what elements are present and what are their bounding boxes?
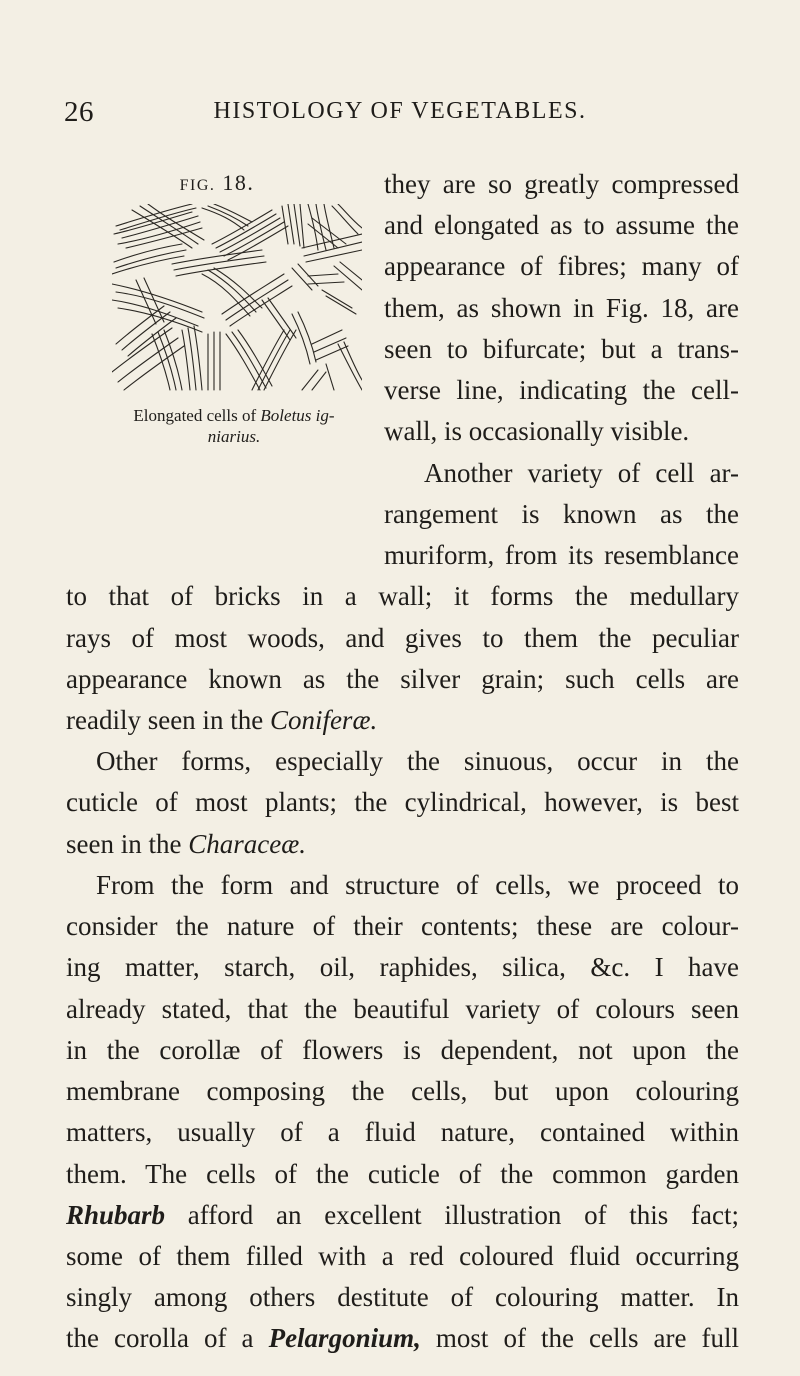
text-run: most of the cells are full — [420, 1323, 739, 1353]
taxon-name: Rhubarb — [66, 1200, 166, 1230]
text-line: From the form and structure of cells, we proceed to — [96, 870, 739, 900]
text-line: verse line, indicating the cell- — [384, 375, 739, 405]
text-line: membrane composing the cells, but upon colouring — [66, 1076, 739, 1106]
text-line: them. The cells of the cuticle of the common garden — [66, 1159, 739, 1189]
page-header — [0, 96, 800, 132]
text-line — [66, 1197, 739, 1233]
text-line: rangement is known as the — [384, 499, 739, 529]
text-line: appearance known as the silver grain; such cells are — [66, 664, 739, 694]
text-line — [66, 826, 739, 862]
caption-species-part2: niarius. — [207, 427, 261, 446]
text-line: wall, is occasionally visible. — [384, 416, 690, 446]
figure-label — [104, 170, 330, 196]
text-run: afford an excellent illustration of this fact; — [165, 1200, 739, 1230]
text-line: in the corollæ of flowers is dependent, not upon the — [66, 1035, 739, 1065]
figure-label-number: 18. — [222, 170, 255, 195]
text-line: to that of bricks in a wall; it forms the medullary — [66, 581, 739, 611]
text-line: seen to bifurcate; but a trans- — [384, 334, 739, 364]
text-line: them, as shown in Fig. 18, are — [384, 293, 739, 323]
page-number: 26 — [64, 96, 94, 128]
text-line: muriform, from its resemblance — [384, 540, 739, 570]
text-line: consider the nature of their contents; these are colour- — [66, 911, 739, 941]
taxon-name: Coniferæ. — [269, 705, 378, 735]
figure-caption — [88, 405, 380, 447]
text-line: Other forms, especially the sinuous, occur in the — [96, 746, 739, 776]
text-line: and elongated as to assume the — [384, 210, 739, 240]
text-line: rays of most woods, and gives to them the peculiar — [66, 623, 739, 653]
running-title: HISTOLOGY OF VEGETABLES. — [213, 98, 587, 124]
text-line: singly among others destitute of colouring matter. In — [66, 1282, 739, 1312]
text-line: ing matter, starch, oil, raphides, silica, &c. I have — [66, 952, 739, 982]
text-line: appearance of fibres; many of — [384, 251, 739, 281]
text-line: cuticle of most plants; the cylindrical, however, is best — [66, 787, 739, 817]
text-run: seen in the — [66, 829, 189, 859]
text-line: they are so greatly compressed — [384, 169, 739, 199]
caption-text: Elongated cells of — [133, 406, 261, 425]
caption-species-part1: Boletus ig- — [260, 406, 335, 425]
taxon-name: Pelargonium, — [268, 1323, 421, 1353]
text-line: matters, usually of a fluid nature, contained within — [66, 1117, 739, 1147]
figure-label-prefix: FIG. — [179, 177, 216, 194]
text-run: readily seen in the — [66, 705, 270, 735]
taxon-name: Characeæ. — [188, 829, 306, 859]
text-line: already stated, that the beautiful variety of colours seen — [66, 994, 739, 1024]
text-line: Another variety of cell ar- — [424, 458, 739, 488]
elongated-cells-illustration — [112, 204, 362, 392]
text-line: some of them filled with a red coloured fluid occurring — [66, 1241, 739, 1271]
text-run: the corolla of a — [66, 1323, 269, 1353]
text-line — [66, 1320, 739, 1356]
text-line — [66, 702, 739, 738]
